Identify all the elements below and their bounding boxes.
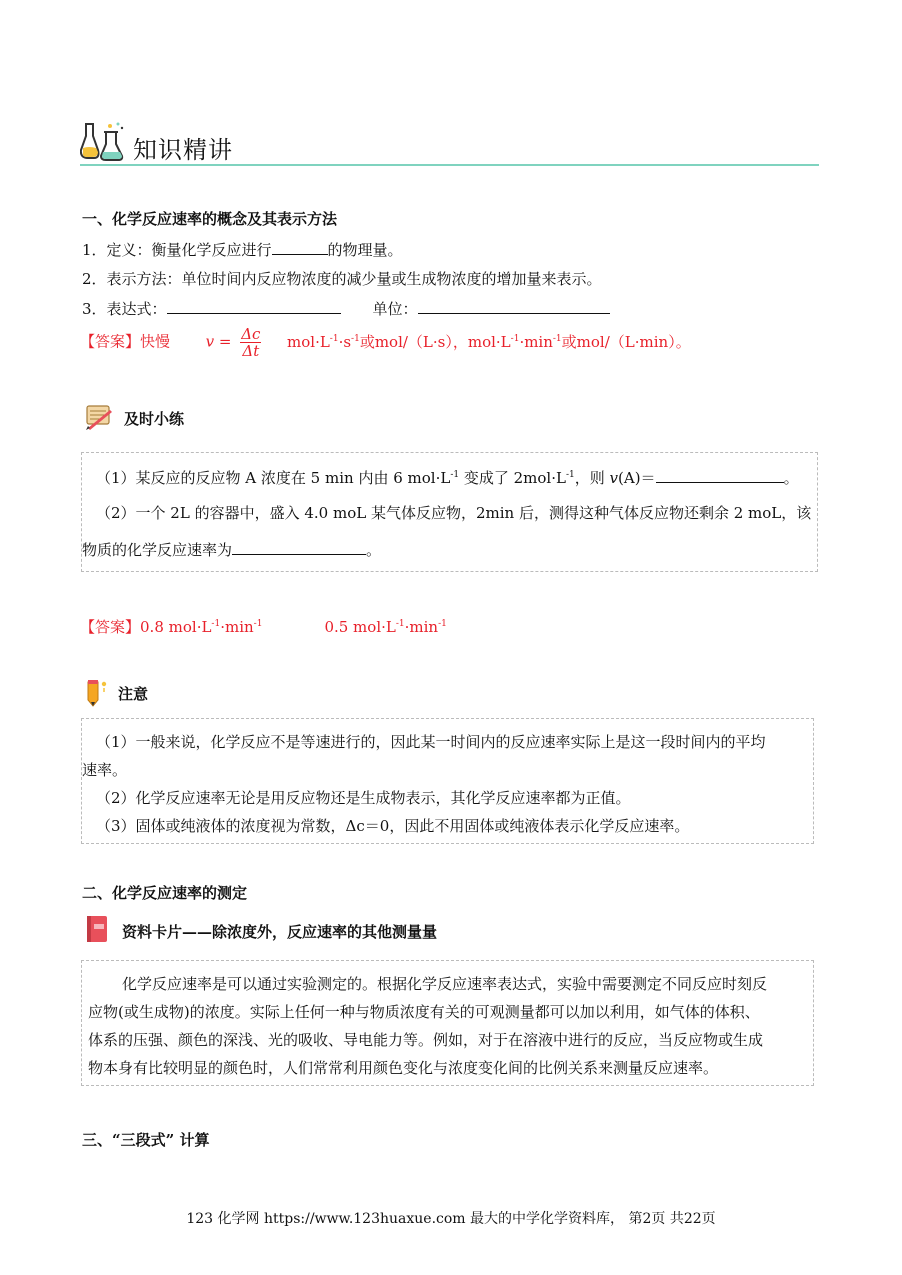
practice-q2-line1: （2）一个 2L 的容器中，盛入 4.0 moL 某气体反应物，2min 后，测得这种气体反应物还剩余 2 moL，该	[96, 504, 812, 522]
book-icon	[85, 914, 109, 944]
answer-2: 0.5 $mol\cdot L^{-1}\cdot\min^{-1}$	[324, 618, 447, 636]
definition-prefix: 1．定义：衡量化学反应进行	[82, 241, 272, 259]
definition-blank	[272, 238, 328, 255]
notice-title: 注意	[118, 685, 149, 703]
method-line: 2．表示方法：单位时间内反应物浓度的减少量或生成物浓度的增加量来表示。	[82, 270, 602, 288]
expression-blank	[167, 297, 341, 314]
answer-eq: =	[218, 332, 232, 351]
notice-line4: （3）固体或纯液体的浓度视为常数，Δc＝0，因此不用固体或纯液体表示化学反应速率。	[96, 817, 690, 835]
section1-heading: 一、化学反应速率的概念及其表示方法	[82, 210, 338, 228]
card-line4: 物本身有比较明显的颜色时，人们常常利用颜色变化与浓度变化间的比例关系来测量反应速率。	[88, 1059, 719, 1077]
section1-answer	[80, 326, 691, 359]
notice-line2: 速率。	[82, 761, 128, 779]
notice-line3: （2）化学反应速率无论是用反应物还是生成物表示，其化学反应速率都为正值。	[96, 789, 631, 807]
answer-1: 0.8 $mol\cdot L^{-1}\cdot\min^{-1}$	[140, 618, 263, 636]
card-title: 资料卡片——除浓度外，反应速率的其他测量量	[122, 923, 438, 941]
unit-blank	[418, 297, 610, 314]
unit-label: 单位：	[372, 300, 418, 318]
section3-heading: 三、“三段式” 计算	[82, 1131, 210, 1149]
section2-heading: 二、化学反应速率的测定	[82, 884, 248, 902]
rate-fraction	[240, 326, 261, 359]
answer-word: 快慢	[140, 332, 171, 351]
q1-blank	[656, 466, 784, 483]
flask-icon	[80, 120, 128, 164]
header-icon-flasks	[80, 120, 128, 164]
definition-line	[82, 238, 403, 260]
practice-answer: 【答案】0.8 $mol\cdot L^{-1}\cdot\min^{-1}$ 0.5 $mol\cdot L^{-1}\cdot\min^{-1}$	[80, 618, 447, 636]
expression-label: 3．表达式：	[82, 300, 167, 318]
header-rule	[80, 164, 819, 166]
definition-suffix: 的物理量。	[327, 241, 403, 259]
fraction-denominator: Δt	[242, 342, 260, 360]
answer-tag: 【答案】	[80, 332, 141, 351]
pencil-ruler-icon	[84, 404, 114, 430]
fraction-numerator: Δc	[241, 325, 261, 343]
answer-v: v	[205, 332, 215, 351]
card-line1: 化学反应速率是可以通过实验测定的。根据化学反应速率表达式，实验中需要测定不同反应时刻反	[122, 975, 768, 993]
expression-line	[82, 297, 610, 319]
practice-q2-line2: 物质的化学反应速率为 。	[82, 538, 381, 560]
notice-line1: （1）一般来说，化学反应不是等速进行的，因此某一时间内的反应速率实际上是这一段时间内的平均	[96, 733, 766, 751]
page-title: 知识精讲	[133, 136, 233, 164]
q2-blank	[232, 538, 366, 555]
answer-units: $mol\cdot L^{-1}\cdot s^{-1}$或mol/（L·s），$mol\cdot L^{-1}\cdot\min^{-1}$或mol/（L·min）。	[287, 332, 691, 351]
card-line3: 体系的压强、颜色的深浅、光的吸收、导电能力等。例如，对于在溶液中进行的反应，当反应物或生成	[88, 1031, 764, 1049]
practice-title: 及时小练	[124, 410, 185, 428]
notice-pencil-icon	[84, 678, 110, 708]
page-footer: 123 化学网 https://www.123huaxue.com 最大的中学化学资料库， 第2页 共22页	[186, 1211, 716, 1227]
card-line2: 应物(或生成物)的浓度。实际上任何一种与物质浓度有关的可观测量都可以加以利用，如气体的体积、	[88, 1003, 760, 1021]
practice-q1: （1）某反应的反应物 A 浓度在 5 min 内由 6 $mol\cdot L^{-1}$ 变成了 $2mol\cdot L^{-1}$，则 v(A)＝ 。	[96, 466, 799, 488]
